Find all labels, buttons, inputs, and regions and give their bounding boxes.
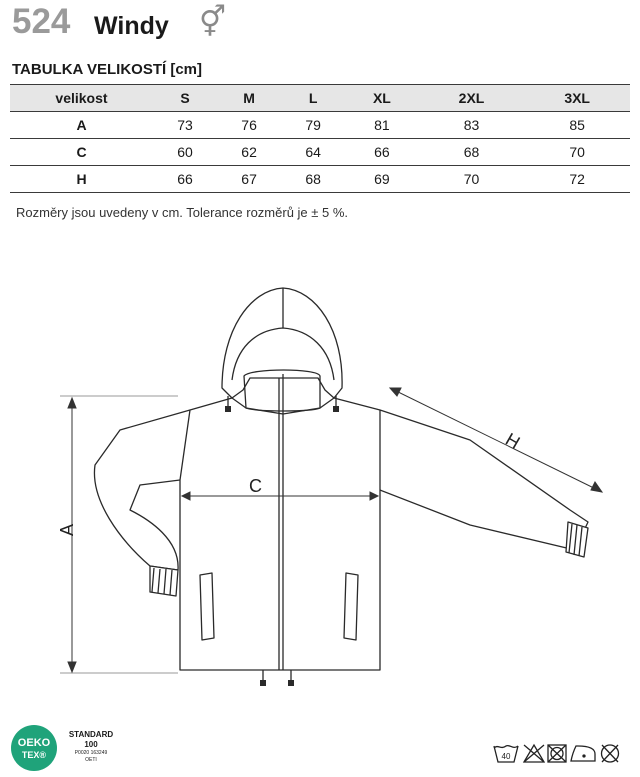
tolerance-note: Rozměry jsou uvedeny v cm. Tolerance rozměrů je ± 5 %. xyxy=(16,205,349,220)
standard-line2: 100 xyxy=(84,740,98,749)
right-sleeve xyxy=(380,410,588,550)
care-symbols xyxy=(492,742,632,766)
tex-text: TEX® xyxy=(21,750,47,760)
header-cell: S xyxy=(153,85,217,112)
wash-40-icon xyxy=(494,746,518,762)
table-cell: 66 xyxy=(345,139,419,166)
header-cell: 3XL xyxy=(524,85,630,112)
table-cell: 85 xyxy=(524,112,630,139)
table-cell: 60 xyxy=(153,139,217,166)
jacket-diagram xyxy=(0,270,640,690)
table-cell: 79 xyxy=(281,112,345,139)
unisex-icon: ⚥ xyxy=(199,6,227,39)
wash-temp: 40 xyxy=(501,752,511,761)
table-cell: 70 xyxy=(524,139,630,166)
table-cell: 70 xyxy=(419,166,525,193)
table-cell: 68 xyxy=(419,139,525,166)
no-tumble-dry-icon xyxy=(548,745,566,762)
cert-institute: OETI xyxy=(85,757,97,763)
header-cell: velikost xyxy=(10,85,153,112)
table-row xyxy=(10,166,630,193)
table-cell: 81 xyxy=(345,112,419,139)
table-cell: 72 xyxy=(524,166,630,193)
label-h: H xyxy=(502,429,524,453)
oeko-tex-logo xyxy=(10,724,58,772)
row-label: A xyxy=(10,112,153,139)
header-cell: XL xyxy=(345,85,419,112)
oeko-text: OEKO xyxy=(17,737,51,749)
size-table-header-row xyxy=(10,85,630,112)
table-cell: 83 xyxy=(419,112,525,139)
standard-label xyxy=(64,730,118,764)
label-c: C xyxy=(249,476,262,496)
size-table xyxy=(10,84,630,193)
body-outline xyxy=(180,398,380,670)
table-cell: 66 xyxy=(153,166,217,193)
table-cell: 76 xyxy=(217,112,281,139)
left-sleeve xyxy=(94,410,190,570)
row-label: H xyxy=(10,166,153,193)
table-cell: 69 xyxy=(345,166,419,193)
table-row xyxy=(10,112,630,139)
table-cell: 68 xyxy=(281,166,345,193)
cert-code: P0020 163249 xyxy=(74,750,108,756)
hood-outline xyxy=(222,288,342,398)
product-code: 524 xyxy=(12,2,71,41)
table-cell: 62 xyxy=(217,139,281,166)
no-bleach-icon xyxy=(524,745,544,762)
no-dry-clean-icon xyxy=(602,745,619,762)
hood-inner-line xyxy=(232,328,334,380)
row-label: C xyxy=(10,139,153,166)
left-pocket xyxy=(200,573,214,640)
measure-h-line xyxy=(390,388,602,492)
collar xyxy=(244,370,320,411)
size-table-title: TABULKA VELIKOSTÍ [cm] xyxy=(12,61,202,78)
label-a: A xyxy=(57,523,77,536)
table-row xyxy=(10,139,630,166)
iron-low-icon xyxy=(571,746,595,761)
product-name: Windy xyxy=(94,12,169,40)
table-cell: 73 xyxy=(153,112,217,139)
table-cell: 67 xyxy=(217,166,281,193)
standard-line1: STANDARD xyxy=(68,730,114,739)
header-cell: 2XL xyxy=(419,85,525,112)
right-pocket xyxy=(344,573,358,640)
header-cell: L xyxy=(281,85,345,112)
table-cell: 64 xyxy=(281,139,345,166)
header-cell: M xyxy=(217,85,281,112)
